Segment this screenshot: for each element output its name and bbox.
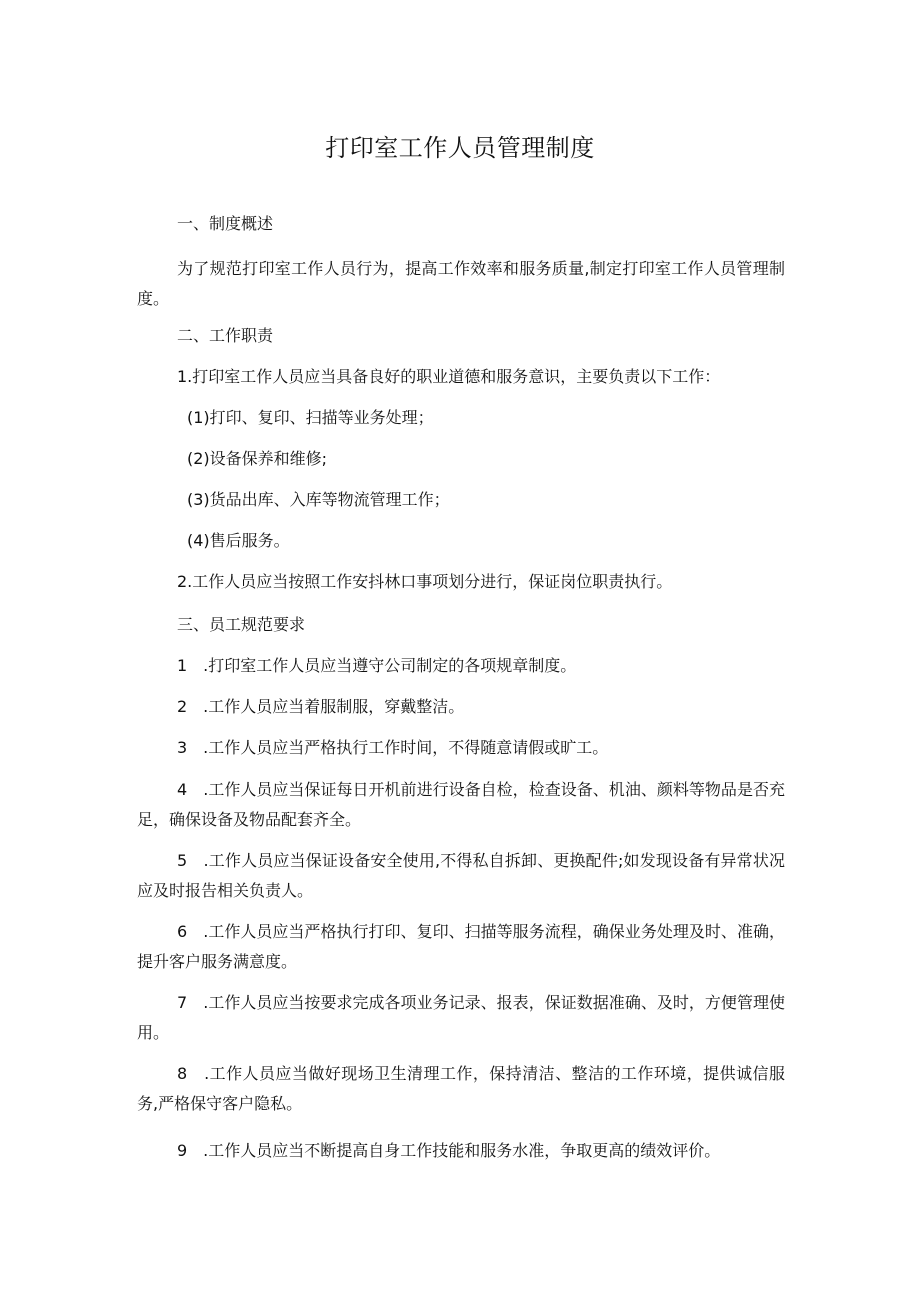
section3-item: 6 .工作人员应当严格执行打印、复印、扫描等服务流程，确保业务处理及时、准确，提升客户服务满意度。 bbox=[137, 922, 785, 971]
section1-paragraph: 为了规范打印室工作人员行为，提高工作效率和服务质量,制定打印室工作人员管理制度。 bbox=[137, 259, 785, 308]
section3-item: 1 .打印室工作人员应当遵守公司制定的各项规章制度。 bbox=[177, 656, 577, 675]
section3-item: 2 .工作人员应当着服制服，穿戴整洁。 bbox=[177, 697, 465, 716]
section3-item: 4 .工作人员应当保证每日开机前进行设备自检，检查设备、机油、颜料等物品是否充足，确保设备及物品配套齐全。 bbox=[137, 780, 785, 829]
section2-subitem: (2)设备保养和维修; bbox=[187, 449, 328, 468]
section2-subitem: (3)货品出库、入库等物流管理工作； bbox=[187, 490, 450, 509]
section3-item: 5 .工作人员应当保证设备安全使用,不得私自拆卸、更换配件;如发现设备有异常状况应及时报告相关负责人。 bbox=[137, 851, 785, 900]
section3-item: 3 .工作人员应当严格执行工作时间，不得随意请假或旷工。 bbox=[177, 738, 609, 757]
section2-heading: 二、工作职责 bbox=[177, 326, 274, 345]
section2-subitem: (4)售后服务。 bbox=[187, 531, 290, 550]
page-title: 打印室工作人员管理制度 bbox=[325, 134, 595, 162]
section3-item: 8 .工作人员应当做好现场卫生清理工作，保持清洁、整洁的工作环境，提供诚信服务,严格保守客户隐私。 bbox=[137, 1064, 785, 1113]
section2-item-2: 2.工作人员应当按照工作安抖林口事项划分进行，保证岗位职责执行。 bbox=[177, 572, 673, 591]
section3-item: 7 .工作人员应当按要求完成各项业务记录、报表，保证数据准确、及时，方便管理使用。 bbox=[137, 993, 785, 1042]
section2-item-1: 1.打印室工作人员应当具备良好的职业道德和服务意识，主要负责以下工作： bbox=[177, 367, 721, 386]
section3-heading: 三、员工规范要求 bbox=[177, 615, 306, 634]
section2-subitem: (1)打印、复印、扫描等业务处理； bbox=[187, 408, 434, 427]
section1-heading: 一、制度概述 bbox=[177, 214, 274, 233]
section3-item: 9 .工作人员应当不断提高自身工作技能和服务水准，争取更高的绩效评价。 bbox=[177, 1141, 721, 1160]
